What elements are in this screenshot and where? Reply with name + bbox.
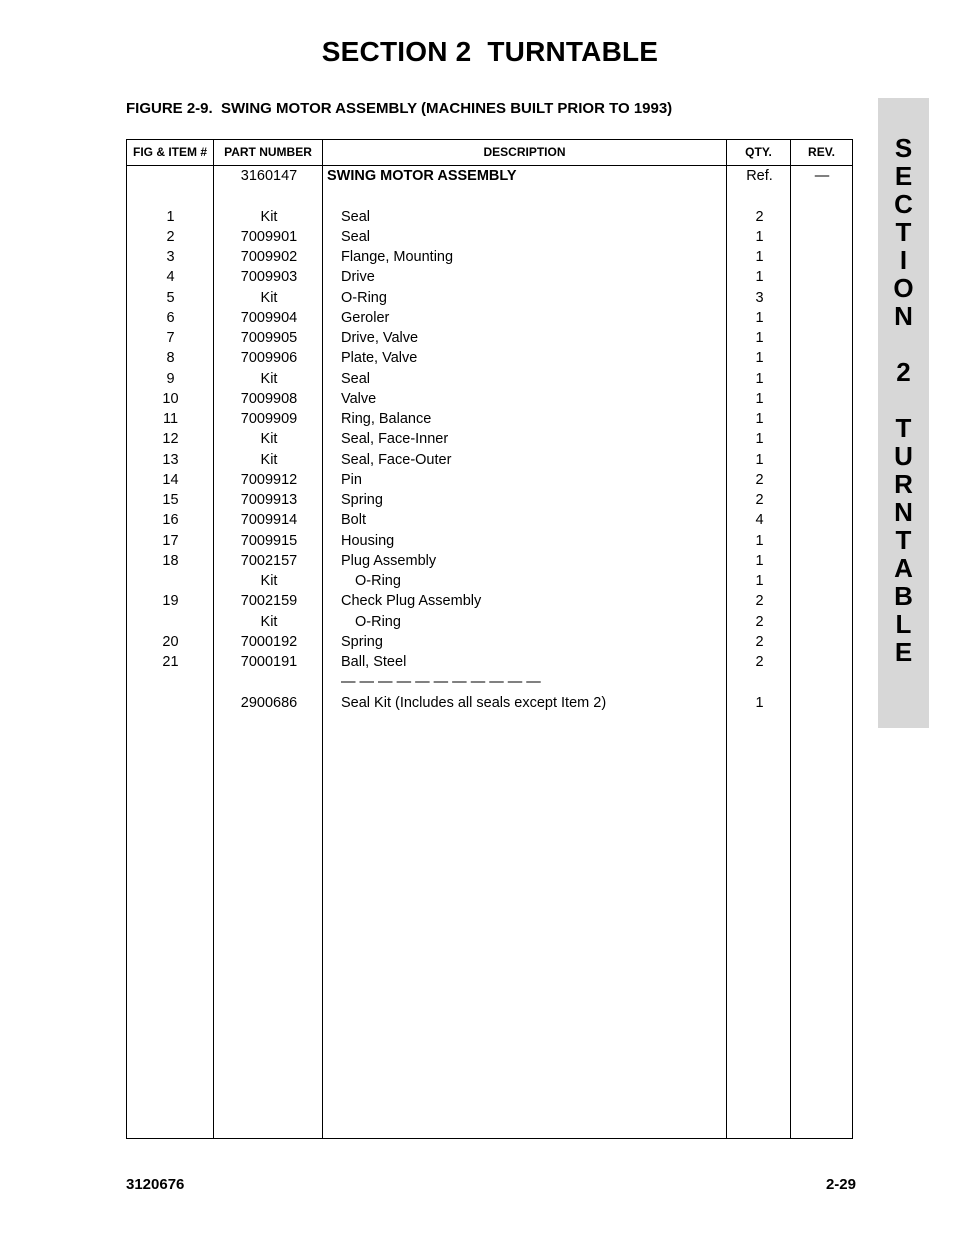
item-number-cell: 5 [166,289,175,306]
side-tab-letter: S [894,133,913,163]
item-number-cell: 21 [162,654,179,670]
table-body [127,166,852,713]
table-row [127,308,852,328]
table-row [127,288,852,308]
item-number-cell: 16 [162,512,179,529]
qty-cell: 2 [755,654,764,670]
part-number-cell: 7000191 [240,654,298,670]
table-row [127,166,852,186]
item-number-cell: 11 [162,411,179,427]
description-cell: Seal [341,208,371,225]
item-number-cell: 10 [162,390,179,407]
description-cell: Geroler [341,309,390,326]
qty-cell: 1 [755,269,764,286]
qty-cell: 1 [755,370,764,387]
qty-cell: 2 [755,633,764,650]
table-row [127,571,852,591]
side-tab-letter: C [894,189,913,219]
table-row [127,450,852,470]
qty-cell: Ref. [746,168,773,184]
table-row [127,632,852,652]
part-number-cell: 7009914 [240,512,298,529]
header-item: FIG & ITEM # [132,145,207,159]
side-tab-letter: N [894,301,913,331]
item-number-cell: 8 [166,350,175,367]
qty-cell: 1 [755,552,764,569]
side-tab-letter: I [899,245,908,275]
table-row [127,389,852,409]
side-tab-letter: T [895,525,912,555]
table-row [127,409,852,429]
part-number-cell: 7009906 [240,350,298,367]
description-cell: Housing [341,532,395,549]
qty-cell: 1 [755,228,764,245]
part-number-cell: Kit [260,431,278,448]
part-number-cell: Kit [260,289,278,306]
table-row [127,348,852,368]
rev-cell: — [814,168,830,184]
item-number-cell: 1 [166,208,175,225]
description-cell: Valve [341,390,377,407]
side-tab-letter: L [895,609,912,639]
item-number-cell: 15 [162,492,179,508]
side-tab-letter: E [894,161,913,191]
header-part-number: PART NUMBER [224,145,312,159]
part-number-cell: Kit [260,370,278,387]
table-row [127,591,852,611]
table-row [127,186,852,206]
description-cell: Seal, Face-Outer [341,451,452,468]
part-number-cell: 7009903 [240,269,298,286]
description-cell: Plug Assembly [341,552,437,569]
description-cell: Check Plug Assembly [341,593,482,610]
table-row [127,247,852,267]
side-tab-letter: N [894,497,913,527]
qty-cell: 1 [755,532,764,549]
item-number-cell: 17 [162,532,179,549]
description-cell: Flange, Mounting [341,249,454,265]
table-row [127,510,852,530]
item-number-cell: 13 [162,451,179,468]
item-number-cell: 4 [166,269,175,286]
side-tab-letters [878,134,929,666]
table-row [127,652,852,672]
table-row [127,693,852,713]
part-number-cell: 7009904 [240,309,298,326]
item-number-cell: 12 [162,431,179,448]
description-cell: Drive, Valve [341,330,419,346]
item-number-cell: 2 [166,228,175,245]
part-number-cell: Kit [260,208,278,225]
description-cell: Bolt [341,512,366,529]
description-cell: Spring [341,633,383,650]
part-number-cell: 7009902 [240,249,298,265]
part-number-cell: 7009908 [240,390,298,407]
qty-cell: 1 [755,451,764,468]
parts-table [126,139,853,1139]
part-number-cell: 7009915 [240,532,298,549]
side-tab-letter: E [894,637,913,667]
description-cell: Seal Kit (Includes all seals except Item 2) [341,694,607,711]
qty-cell: 1 [755,431,764,448]
document-number: 3120676 [126,1176,185,1193]
description-cell: Ball, Steel [341,654,407,670]
part-number-cell: 7009905 [240,330,298,346]
side-tab-letter: B [894,581,913,611]
qty-cell: 1 [755,350,764,367]
table-row [127,328,852,348]
qty-cell: 1 [755,573,764,589]
part-number-cell: 7002157 [240,552,298,569]
table-row [127,227,852,247]
table-row [127,672,852,692]
qty-cell: 2 [755,471,764,488]
part-number-cell: 7009901 [240,228,298,245]
side-tab-letter: A [894,553,913,583]
part-number-cell: 2900686 [240,694,298,711]
table-row [127,490,852,510]
side-tab-letter: T [895,413,912,443]
description-cell: Ring, Balance [341,411,432,427]
side-tab-letter: O [893,273,914,303]
side-tab-letter: R [894,469,913,499]
part-number-cell: 7002159 [240,593,298,610]
section-title: SECTION 2 TURNTABLE [321,36,659,67]
qty-cell: 1 [755,249,764,265]
description-cell: Seal [341,228,371,245]
table-row [127,267,852,287]
qty-cell: 3 [755,289,764,306]
table-row [127,612,852,632]
item-number-cell: 19 [162,593,179,610]
side-tab-letter: U [894,441,913,471]
description-cell: Spring [341,492,383,508]
qty-cell: 1 [755,694,764,711]
description-cell: Drive [341,269,375,286]
header-qty: QTY. [745,145,772,159]
table-row [127,531,852,551]
description-cell: O-Ring [341,289,387,306]
description-cell: O-Ring [355,573,401,589]
part-number-cell: Kit [260,613,278,630]
description-cell: Plate, Valve [341,350,418,367]
side-tab-letter: T [895,217,912,247]
item-number-cell: 9 [166,370,175,387]
description-cell: Seal, Face-Inner [341,431,449,448]
part-number-cell: Kit [260,573,278,589]
item-number-cell: 14 [162,471,179,488]
description-cell: Seal [341,370,371,387]
part-number-cell: 3160147 [240,168,298,184]
qty-cell: 2 [755,208,764,225]
table-row [127,429,852,449]
figure-title: FIGURE 2-9. SWING MOTOR ASSEMBLY (MACHINES BUILT PRIOR TO 1993) [126,100,673,117]
part-number-cell: 7000192 [240,633,298,650]
description-cell: — — — — — — — — — — — [341,674,541,691]
item-number-cell: 18 [162,552,179,569]
item-number-cell: 20 [162,633,179,650]
part-number-cell: Kit [260,451,278,468]
description-cell: SWING MOTOR ASSEMBLY [327,168,517,184]
qty-cell: 4 [755,512,764,529]
part-number-cell: 7009909 [240,411,298,427]
part-number-cell: 7009912 [240,471,298,488]
item-number-cell: 3 [166,249,175,265]
qty-cell: 2 [755,593,764,610]
header-rev: REV. [808,145,835,159]
part-number-cell: 7009913 [240,492,298,508]
description-cell: O-Ring [355,613,401,630]
section-side-tab [878,98,929,728]
table-row [127,551,852,571]
side-tab-letter: 2 [896,357,911,387]
description-cell: Pin [341,471,362,488]
item-number-cell: 7 [166,330,175,346]
page-number: 2-29 [825,1176,856,1193]
header-description: DESCRIPTION [483,145,566,159]
table-row [127,369,852,389]
qty-cell: 1 [755,309,764,326]
table-row [127,470,852,490]
item-number-cell: 6 [166,309,175,326]
qty-cell: 1 [755,390,764,407]
qty-cell: 2 [755,492,764,508]
qty-cell: 1 [755,411,764,427]
qty-cell: 2 [755,613,764,630]
qty-cell: 1 [755,330,764,346]
table-row [127,207,852,227]
